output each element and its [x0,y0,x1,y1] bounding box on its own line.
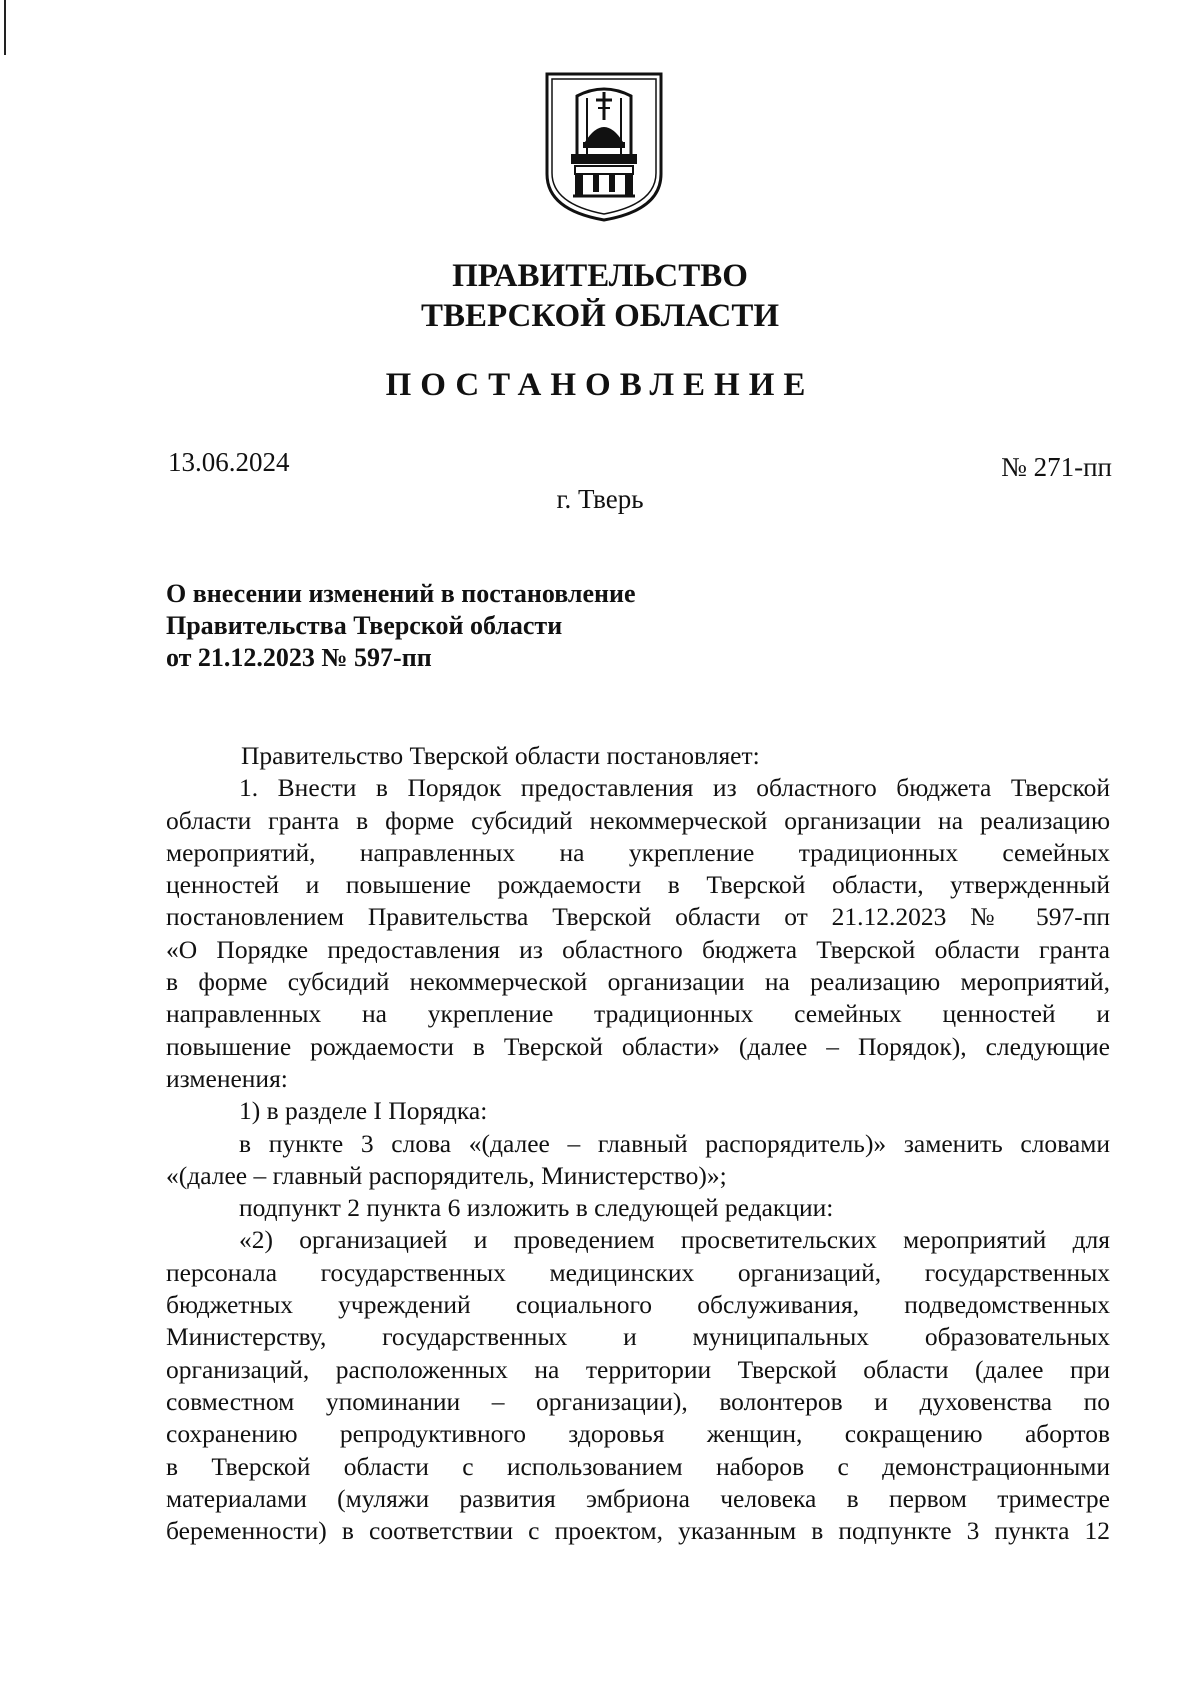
document-date: 13.06.2024 [168,447,290,477]
coat-of-arms-icon [543,70,665,222]
body-line: «(далее – главный распорядитель, Министерство)»; [166,1160,727,1190]
subject-line: Правительства Тверской области [166,611,563,640]
body-line: бюджетных учреждений социального обслуживания, подведомственных [166,1290,1110,1320]
body-line: организаций, расположенных на территории Тверской области (далее при [166,1354,1110,1384]
body-line: области гранта в форме субсидий некоммерческой организации на реализацию [166,805,1110,835]
document-body [166,740,1110,1547]
body-line: «2) организацией и проведением просветительских мероприятий для [239,1225,1110,1255]
document-subject [166,578,636,674]
scan-edge-line [4,0,6,55]
body-line: в Тверской области с использованием наборов с демонстрационными [166,1451,1110,1481]
body-line: Правительство Тверской области постановляет: [241,741,760,770]
government-title-line1: ПРАВИТЕЛЬСТВО [452,258,748,294]
body-line: ценностей и повышение рождаемости в Тверской области, утвержденный [166,870,1110,900]
body-line: в форме субсидий некоммерческой организации на реализацию мероприятий, [166,967,1110,997]
subject-line: от 21.12.2023 № 597-пп [166,643,432,672]
body-line: персонала государственных медицинских организаций, государственных [166,1257,1110,1287]
body-line: 1. Внести в Порядок предоставления из областного бюджета Тверской [239,773,1110,803]
body-line: «О Порядке предоставления из областного бюджета Тверской области гранта [166,934,1110,964]
document-number: № 271-пп [1001,452,1112,482]
body-line: 1) в разделе I Порядка: [239,1096,488,1126]
body-line: в пункте 3 слова «(далее – главный распорядитель)» заменить словами [239,1128,1110,1158]
body-line: подпункт 2 пункта 6 изложить в следующей редакции: [239,1193,834,1223]
document-city: г. Тверь [556,484,644,514]
government-title-line2: ТВЕРСКОЙ ОБЛАСТИ [420,298,780,334]
document-type: ПОСТАНОВЛЕНИЕ [385,367,815,403]
body-line: беременности) в соответствии с проектом, указанным в подпункте 3 пункта 12 [166,1516,1110,1546]
body-line: постановлением Правительства Тверской области от 21.12.2023 № 597-пп [166,902,1110,932]
body-line: повышение рождаемости в Тверской области» (далее – Порядок), следующие [166,1031,1110,1061]
body-line: мероприятий, направленных на укрепление традиционных семейных [166,837,1110,867]
body-line: изменения: [166,1063,288,1093]
body-line: материалами (муляжи развития эмбриона человека в первом триместре [166,1483,1110,1513]
subject-line: О внесении изменений в постановление [166,579,636,608]
body-line: направленных на укрепление традиционных семейных ценностей и [166,999,1110,1029]
body-line: совместном упоминании – организации), волонтеров и духовенства по [166,1386,1110,1416]
body-line: Министерству, государственных и муниципальных образовательных [166,1322,1110,1352]
body-line: сохранению репродуктивного здоровья женщин, сокращению абортов [166,1419,1110,1449]
